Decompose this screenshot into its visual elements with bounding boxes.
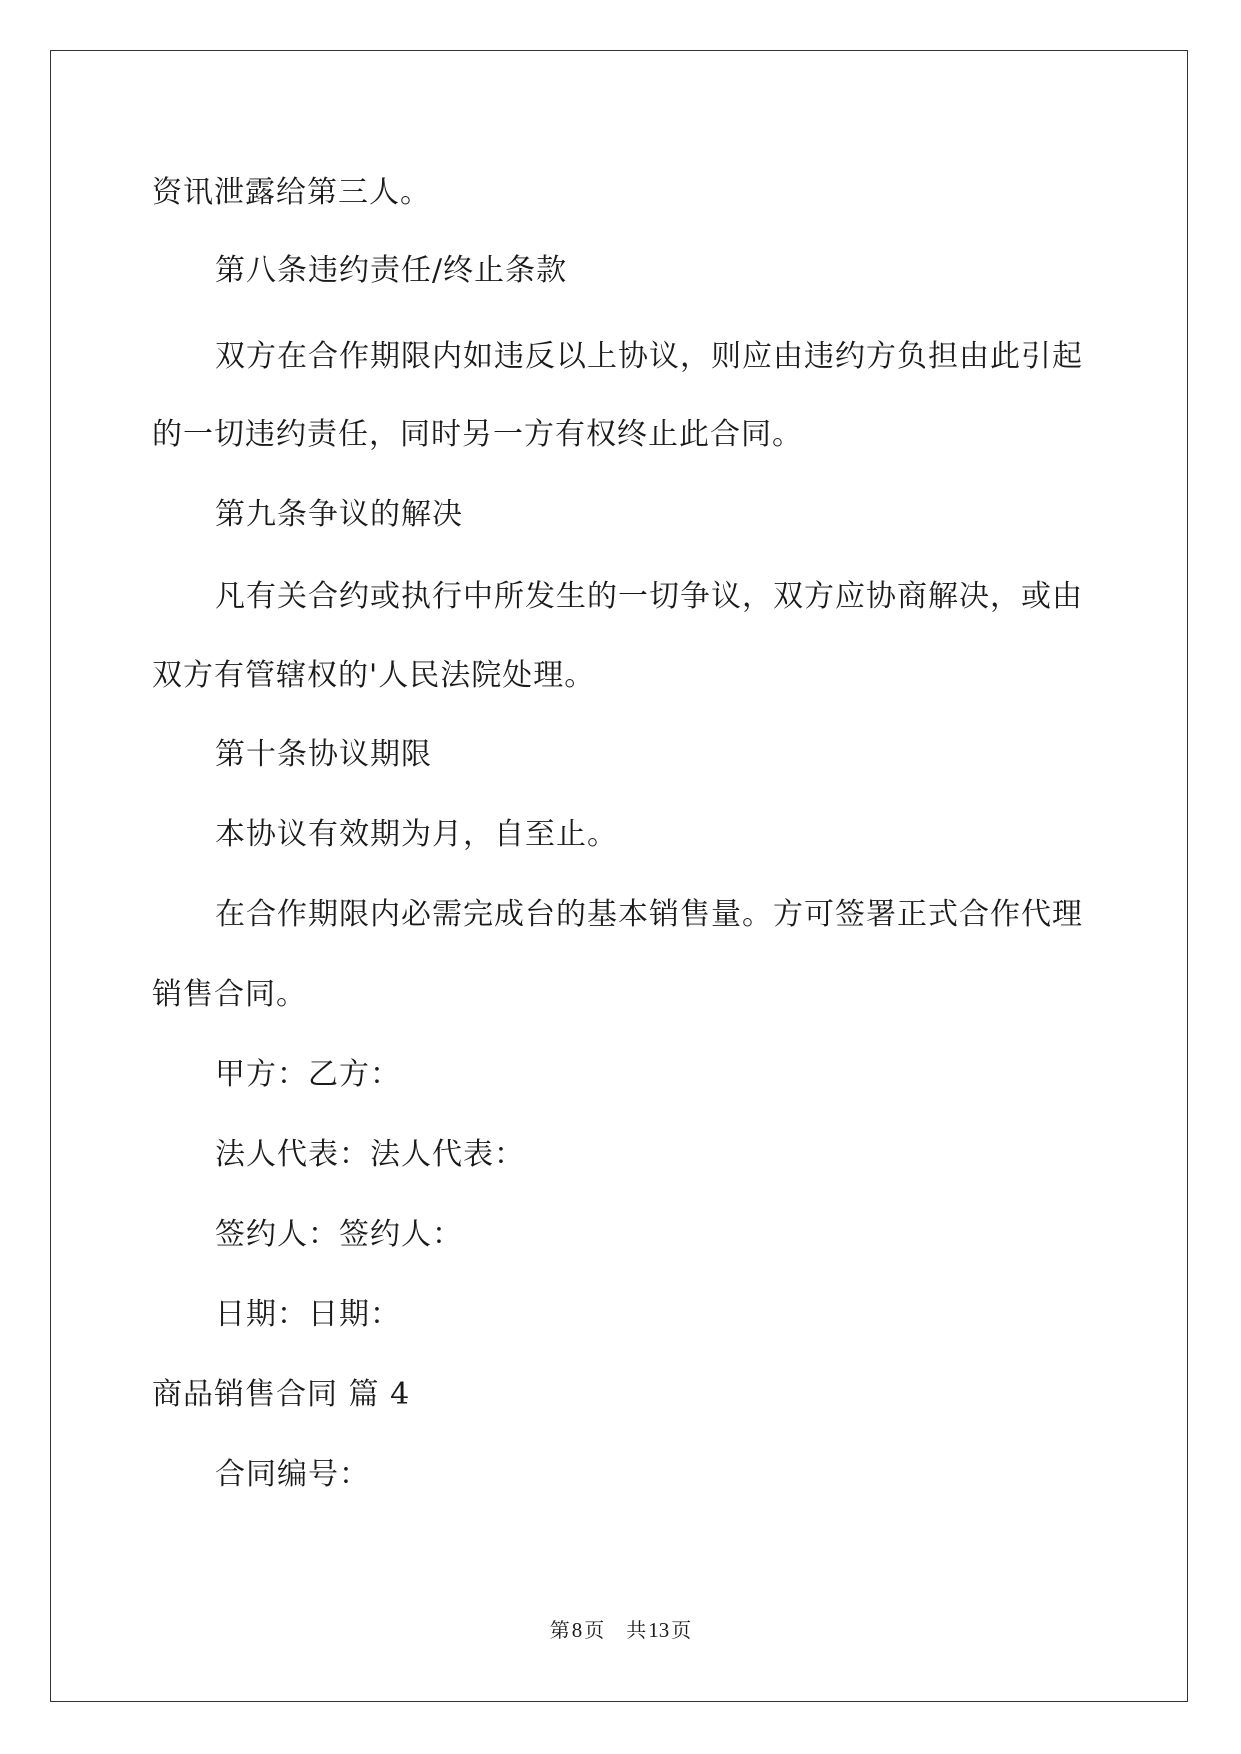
section-heading-8: 第八条违约责任/终止条款 xyxy=(215,253,568,288)
footer-page-mid: 页 xyxy=(584,1618,605,1642)
section-heading-10: 第十条协议期限 xyxy=(215,737,432,772)
footer-page-prefix: 第 xyxy=(549,1618,570,1642)
paragraph-line: 本协议有效期为月，自至止。 xyxy=(215,817,618,852)
signature-party-line: 甲方：乙方： xyxy=(215,1057,401,1092)
footer-total-suffix: 页 xyxy=(671,1618,692,1642)
paragraph-line: 销售合同。 xyxy=(152,977,307,1012)
paragraph-line: 的一切违约责任，同时另一方有权终止此合同。 xyxy=(152,417,803,452)
paragraph-line: 在合作期限内必需完成台的基本销售量。方可签署正式合作代理 xyxy=(215,897,1083,932)
footer-page-total: 13 xyxy=(648,1618,670,1642)
signature-date-line: 日期：日期： xyxy=(215,1297,401,1332)
footer-total-prefix: 共 xyxy=(626,1618,647,1642)
page-footer xyxy=(0,1617,1241,1643)
signature-representative-line: 法人代表：法人代表： xyxy=(215,1137,525,1172)
paragraph-line: 双方有管辖权的'人民法院处理。 xyxy=(152,658,596,693)
paragraph-line: 资讯泄露给第三人。 xyxy=(152,175,431,210)
paragraph-line: 双方在合作期限内如违反以上协议，则应由违约方负担由此引起 xyxy=(215,339,1083,374)
paragraph-line: 凡有关合约或执行中所发生的一切争议，双方应协商解决，或由 xyxy=(215,579,1083,614)
contract-number-line: 合同编号： xyxy=(215,1457,370,1492)
contract-title: 商品销售合同 篇 4 xyxy=(152,1377,411,1412)
section-heading-9: 第九条争议的解决 xyxy=(215,497,463,532)
signature-signer-line: 签约人：签约人： xyxy=(215,1217,463,1252)
footer-page-current: 8 xyxy=(571,1618,583,1642)
